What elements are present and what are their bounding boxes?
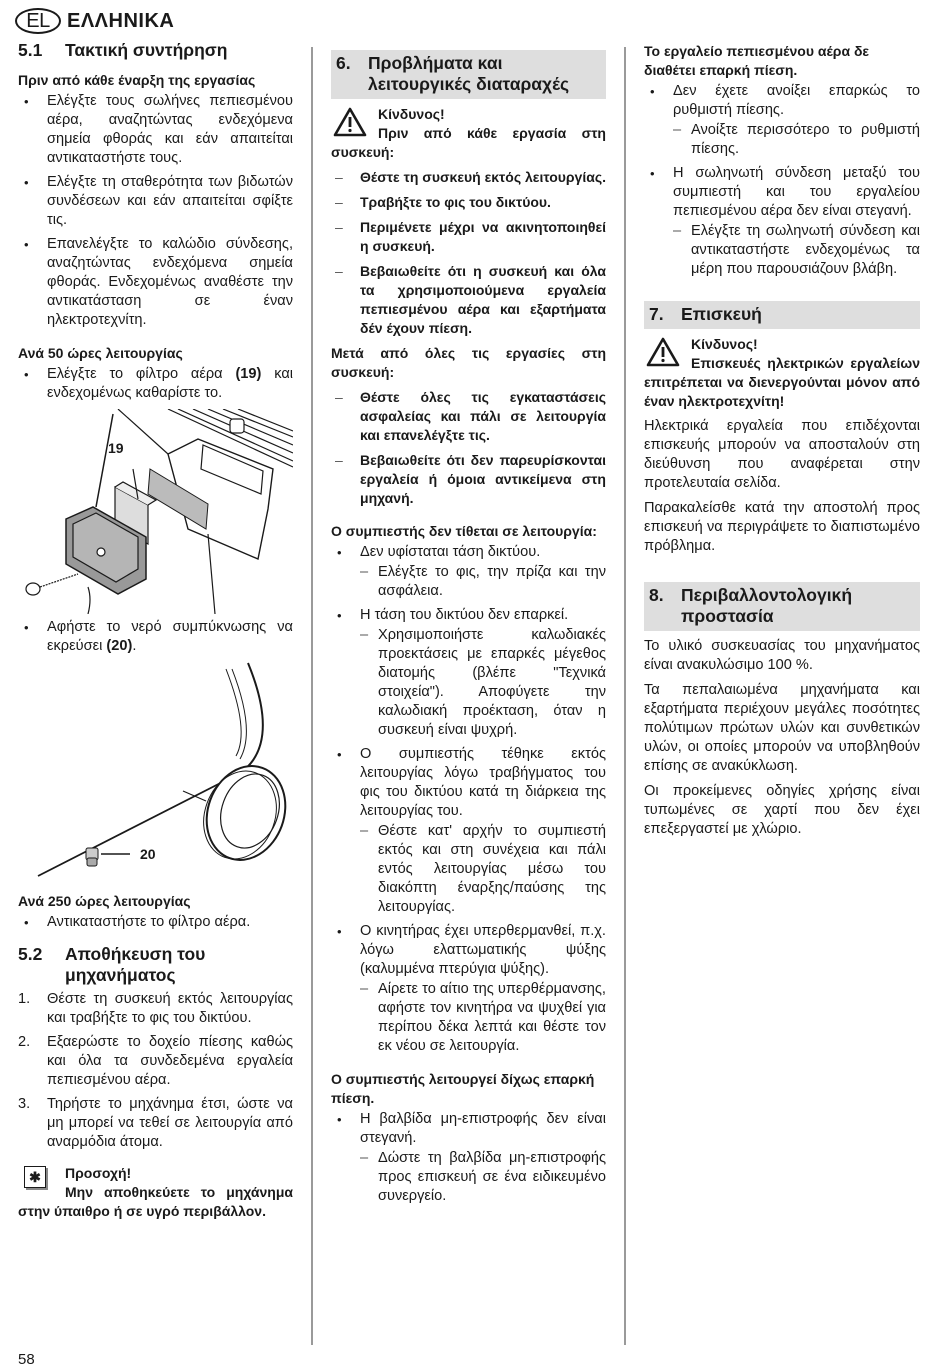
before-work-steps — [331, 168, 606, 338]
step-text: Θέστε τη συσκευή εκτός λειτουργίας και τραβήξτε το φις του δικτύου. — [47, 991, 293, 1026]
fix-item: – Αίρετε το αίτιο της υπερθέρμανσης, αφήστε τον κινητήρα να ψυχθεί για περίπου δέκα λεπτά και θέστε τον εκ νέου σε λειτουργία. — [360, 980, 606, 1056]
fix-item: – Ελέγξτε το φις, την πρίζα και την ασφάλεια. — [360, 563, 606, 601]
every-50-hours-list — [18, 365, 293, 403]
list-item — [18, 365, 293, 403]
every-250-hours-heading: Ανά 250 ώρες λειτουργίας — [18, 893, 191, 909]
section-7-title — [644, 301, 920, 329]
language-title: ΕΛΛΗΝΙΚΑ — [67, 9, 175, 32]
tool-pressure-heading: Το εργαλείο πεπιεσμένου αέρα δε διαθέτει επαρκή πίεση. — [644, 43, 870, 78]
danger-notice — [644, 335, 920, 411]
caution-text: Μην αποθηκεύετε το μηχάνημα στην ύπαιθρο ή σε υγρό περιβάλλον. — [18, 1184, 293, 1219]
section-title-text: Αποθήκευση του μηχανήματος — [65, 944, 206, 985]
column-divider — [311, 47, 313, 1345]
item-text: και ενδεχομένως καθαρίστε το. — [47, 366, 293, 401]
caution-notice — [18, 1164, 293, 1221]
list-item: – Τραβήξτε το φις του δικτύου. — [331, 193, 606, 212]
fix-item: – Ανοίξτε περισσότερο το ρυθμιστή πίεσης. — [673, 121, 920, 159]
cause-item — [331, 922, 606, 1056]
reference-number: (20) — [106, 638, 133, 654]
item-text: Ελέγξτε το φίλτρο αέρα — [47, 366, 236, 382]
item-text: Αφήστε το νερό συμπύκνωσης να εκρεύσει — [47, 619, 293, 654]
cause-item — [331, 606, 606, 740]
environment-paragraph: Οι προκείμενες οδηγίες χρήσης είναι τυπωμένες σε χαρτί που δεν έχει επεξεργαστεί με χλώριο. — [644, 783, 920, 837]
air-filter-figure — [18, 409, 293, 614]
cause-text: Ο κινητήρας έχει υπερθερμανθεί, π.χ. λόγω ελαττωματικής ψύξης (καλυμμένα πτερύγια ψύξης). — [360, 923, 606, 977]
cause-item — [644, 164, 920, 279]
list-item — [18, 1095, 293, 1152]
repair-paragraph: Παρακαλείσθε κατά την αποστολή προς επισκευή να περιγράψετε το διαπιστωμένο πρόβλημα. — [644, 500, 920, 554]
language-code-badge: EL — [15, 8, 61, 34]
list-item: • Αντικαταστήστε το φίλτρο αέρα. — [18, 913, 293, 932]
cause-item — [331, 745, 606, 917]
section-8-title — [644, 582, 920, 631]
list-item: • Ελέγξτε τη σταθερότητα των βιδωτών συνδέσεων και εάν απαιτείται σφίξτε τις. — [18, 173, 293, 230]
cause-text: Δεν υφίσταται τάση δικτύου. — [360, 544, 541, 560]
column-1 — [18, 40, 293, 1221]
every-250-hours-list — [18, 913, 293, 932]
section-5-2-title — [18, 944, 293, 986]
caution-icon: ✱ — [24, 1166, 46, 1188]
fix-item: – Θέστε κατ' αρχήν το συμπιεστή εκτός και στη συνέχεια και πάλι εντός λειτουργίας μέσω του διακόπτη έναρξης/παύσης της λειτουργίας. — [360, 822, 606, 917]
every-50-hours-heading: Ανά 50 ώρες λειτουργίας — [18, 345, 183, 361]
tool-pressure-causes — [644, 82, 920, 279]
step-text: Τηρήστε το μηχάνημα έτσι, ώστε να μη μπορεί να τεθεί σε λειτουργία από αναρμόδια άτομα. — [47, 1096, 293, 1150]
list-item — [18, 618, 293, 656]
list-item: • Ελέγξτε τους σωλήνες πεπιεσμένου αέρα, αναζητώντας ενδεχόμενα σημεία φθοράς και εάν απαιτείται αντικαταστήστε τους. — [18, 92, 293, 168]
danger-notice — [331, 105, 606, 162]
danger-title: Κίνδυνος! — [378, 106, 445, 122]
reference-number: (19) — [235, 366, 262, 382]
section-5-1-title — [18, 40, 293, 61]
condensate-list — [18, 618, 293, 656]
list-item — [18, 990, 293, 1028]
list-item: • Επανελέγξτε το καλώδιο σύνδεσης, αναζητώντας ενδεχόμενα σημεία φθοράς. Ενδεχομένως αναθέστε την αντικατάσταση σε έναν ηλεκτροτεχνίτη. — [18, 235, 293, 330]
language-header — [15, 8, 174, 34]
not-starting-heading: Ο συμπιεστής δεν τίθεται σε λειτουργία: — [331, 523, 597, 539]
step-text: Εξαερώστε το δοχείο πίεσης καθώς και όλα τα συνδεδεμένα εργαλεία πεπιεσμένου αέρα. — [47, 1034, 293, 1088]
column-2 — [331, 50, 606, 1211]
section-title-text: Περιβαλλοντολογική προστασία — [681, 585, 853, 626]
after-work-steps — [331, 388, 606, 508]
section-title-text: Τακτική συντήρηση — [65, 40, 228, 60]
cause-item — [644, 82, 920, 159]
page-number: 58 — [18, 1351, 35, 1368]
danger-text: Πριν από κάθε εργασία στη συσκευή: — [331, 125, 606, 160]
fix-item: – Χρησιμοποιήστε καλωδιακές προεκτάσεις με επαρκές μέγεθος διατομής (βλέπε "Τεχνικά στοιχεία"). Αποφύγετε την καλωδιακή προέκταση, όταν η συσκευή είναι ψυχρή. — [360, 626, 606, 740]
cause-text: Η σωληνωτή σύνδεση μεταξύ του συμπιεστή και του εργαλείου πεπιεσμένου αέρα δεν είναι στεγανή. — [673, 165, 920, 219]
after-work-heading: Μετά από όλες τις εργασίες στη συσκευή: — [331, 345, 606, 380]
no-pressure-causes — [331, 1110, 606, 1206]
cause-item — [331, 1110, 606, 1206]
environment-paragraph: Το υλικό συσκευασίας του μηχανήματος είναι ανακυλώσιμο 100 %. — [644, 638, 920, 673]
before-work-list — [18, 92, 293, 330]
environment-paragraph: Τα πεπαλαιωμένα μηχανήματα και εξαρτήματα περιέχουν μεγάλες ποσότητες πολύτιμων πρώτων υλών και συνθετικών υλών, οι οποίες μπορούν να υποβληθούν επίσης σε ανακύκλωση. — [644, 682, 920, 774]
section-number: 5.1 — [18, 40, 43, 60]
section-6-title — [331, 50, 606, 99]
danger-title: Κίνδυνος! — [691, 336, 758, 352]
list-item — [18, 1033, 293, 1090]
not-starting-causes — [331, 543, 606, 1056]
figure-label-20: 20 — [140, 846, 156, 862]
repair-paragraph: Ηλεκτρικά εργαλεία που επιδέχονται επισκευής μπορούν να αποσταλούν στη διεύθυνση που αναφέρεται στην προτελευταία σελίδα. — [644, 418, 920, 491]
section-number: 6. — [336, 53, 351, 73]
danger-text: Επισκευές ηλεκτρικών εργαλείων επιτρέπεται να διενεργούνται μόνον από έναν ηλεκτροτεχνίτη! — [644, 355, 920, 409]
storage-steps — [18, 990, 293, 1152]
warning-triangle-icon — [333, 107, 367, 137]
list-item: – Βεβαιωθείτε ότι δεν παρευρίσκονται εργαλεία ή όμοια αντικείμενα στη μηχανή. — [331, 451, 606, 508]
cause-text: Η βαλβίδα μη-επιστροφής δεν είναι στεγανή. — [360, 1111, 606, 1146]
cause-item — [331, 543, 606, 601]
air-filter-illustration — [18, 409, 293, 614]
drain-valve-figure — [18, 661, 293, 886]
step-number: 2. — [18, 1034, 31, 1050]
list-item: – Θέστε όλες τις εγκαταστάσεις ασφαλείας και πάλι σε λειτουργία και επανελέγξτε τις. — [331, 388, 606, 445]
list-item: – Περιμένετε μέχρι να ακινητοποιηθεί η συσκευή. — [331, 218, 606, 256]
fix-item: – Ελέγξτε τη σωληνωτή σύνδεση και αντικαταστήστε ενδεχομένως τα μέρη που παρουσιάζουν βλάβη. — [673, 222, 920, 279]
cause-text: Ο συμπιεστής τέθηκε εκτός λειτουργίας λόγω τραβήγματος του φις του δικτύου κατά τη διάρκεια της λειτουργίας του. — [360, 746, 606, 819]
before-work-heading: Πριν από κάθε έναρξη της εργασίας — [18, 72, 256, 88]
list-item: – Θέστε τη συσκευή εκτός λειτουργίας. — [331, 168, 606, 187]
section-number: 8. — [649, 585, 664, 605]
step-number: 1. — [18, 991, 31, 1007]
cause-text: Η τάση του δικτύου δεν επαρκεί. — [360, 607, 569, 623]
figure-label-19: 19 — [108, 440, 124, 456]
column-3 — [644, 42, 920, 845]
section-title-text: Προβλήματα και λειτουργικές διαταραχές — [368, 53, 570, 94]
column-divider — [624, 47, 626, 1345]
list-item: – Βεβαιωθείτε ότι η συσκευή και όλα τα χρησιμοποιούμενα εργαλεία πεπιεσμένου αέρα και εξαρτήματα δέν έχουν πίεση. — [331, 262, 606, 338]
section-number: 7. — [649, 304, 664, 324]
caution-title: Προσοχή! — [65, 1165, 132, 1181]
step-number: 3. — [18, 1096, 31, 1112]
section-number: 5.2 — [18, 944, 43, 964]
item-text: . — [132, 638, 137, 654]
cause-text: Δεν έχετε ανοίξει επαρκώς το ρυθμιστή πίεσης. — [673, 83, 920, 118]
no-pressure-heading: Ο συμπιεστής λειτουργεί δίχως επαρκή πίεση. — [331, 1071, 595, 1106]
fix-item: – Δώστε τη βαλβίδα μη-επιστροφής προς επισκευή σε ένα ειδικευμένο συνεργείο. — [360, 1149, 606, 1206]
warning-triangle-icon — [646, 337, 680, 367]
section-title-text: Επισκευή — [681, 304, 762, 324]
